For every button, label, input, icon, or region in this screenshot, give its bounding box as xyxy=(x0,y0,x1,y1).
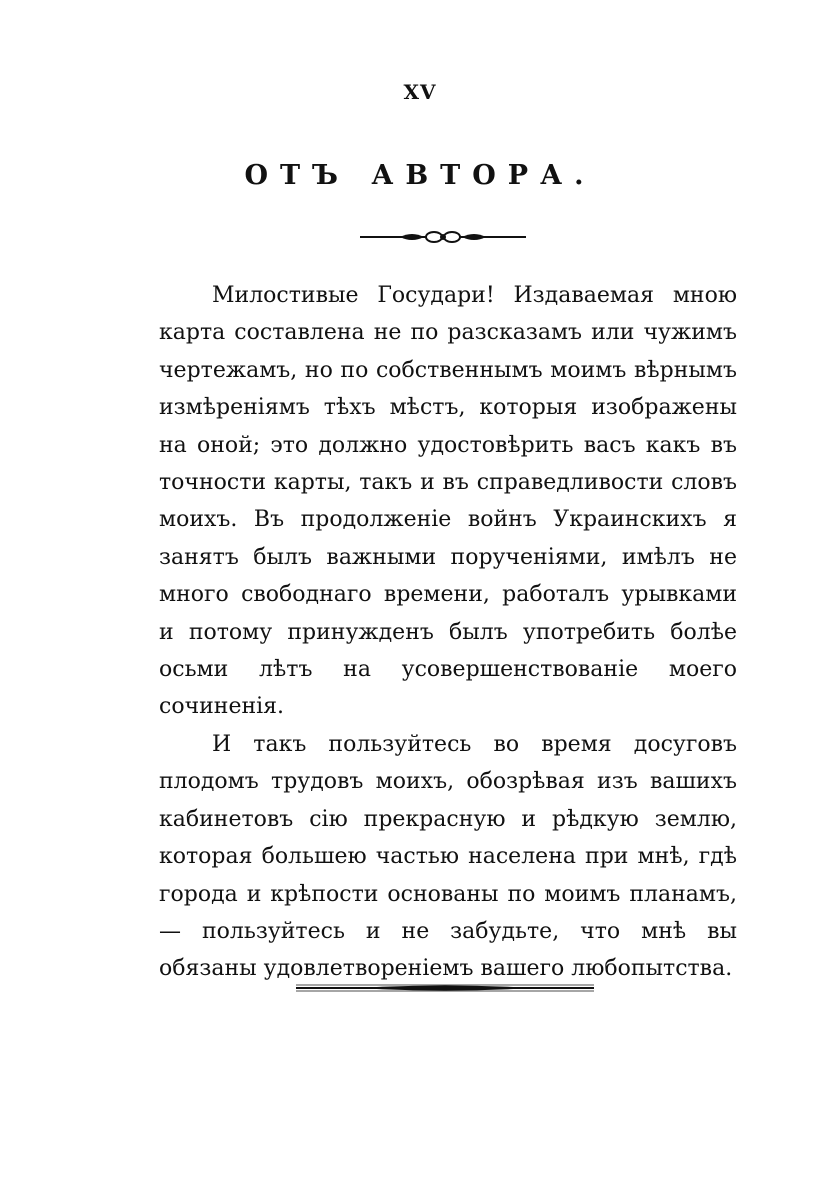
paragraph-2: И такъ пользуйтесь во время досуговъ плодомъ трудовъ моихъ, обозрѣвая изъ вашихъ кабинетовъ сію прекрасную и рѣдкую землю, которая большею частью населена при мнѣ, гдѣ города и крѣпости основаны по моимъ планамъ, — пользуйтесь и не забудьте, что мнѣ вы обязаны удовлетвореніемъ вашего любопытства. xyxy=(159,731,737,982)
chapter-heading: ОТЪ АВТОРА. xyxy=(244,160,596,191)
paragraph-1: Милостивые Государи! Издаваемая мною карта составлена не по разсказамъ или чужимъ чертежамъ, но по собственнымъ моимъ вѣрнымъ измѣреніямъ тѣхъ мѣстъ, которыя изображены на оной; это должно удостовѣрить васъ какъ въ точности карты, такъ и въ справедливости словъ моихъ. Въ продолженіе войнъ Украинскихъ я занятъ былъ важными порученіями, имѣлъ не много свободнаго времени, работалъ урывками и потому принужденъ былъ употребить болѣе осьми лѣтъ на усовершенствованіе моего сочиненія. xyxy=(159,283,737,720)
page-number: XV xyxy=(403,80,437,104)
body-text xyxy=(159,277,737,988)
bottom-ornament-rule xyxy=(296,981,594,995)
top-ornament-divider xyxy=(360,228,526,246)
